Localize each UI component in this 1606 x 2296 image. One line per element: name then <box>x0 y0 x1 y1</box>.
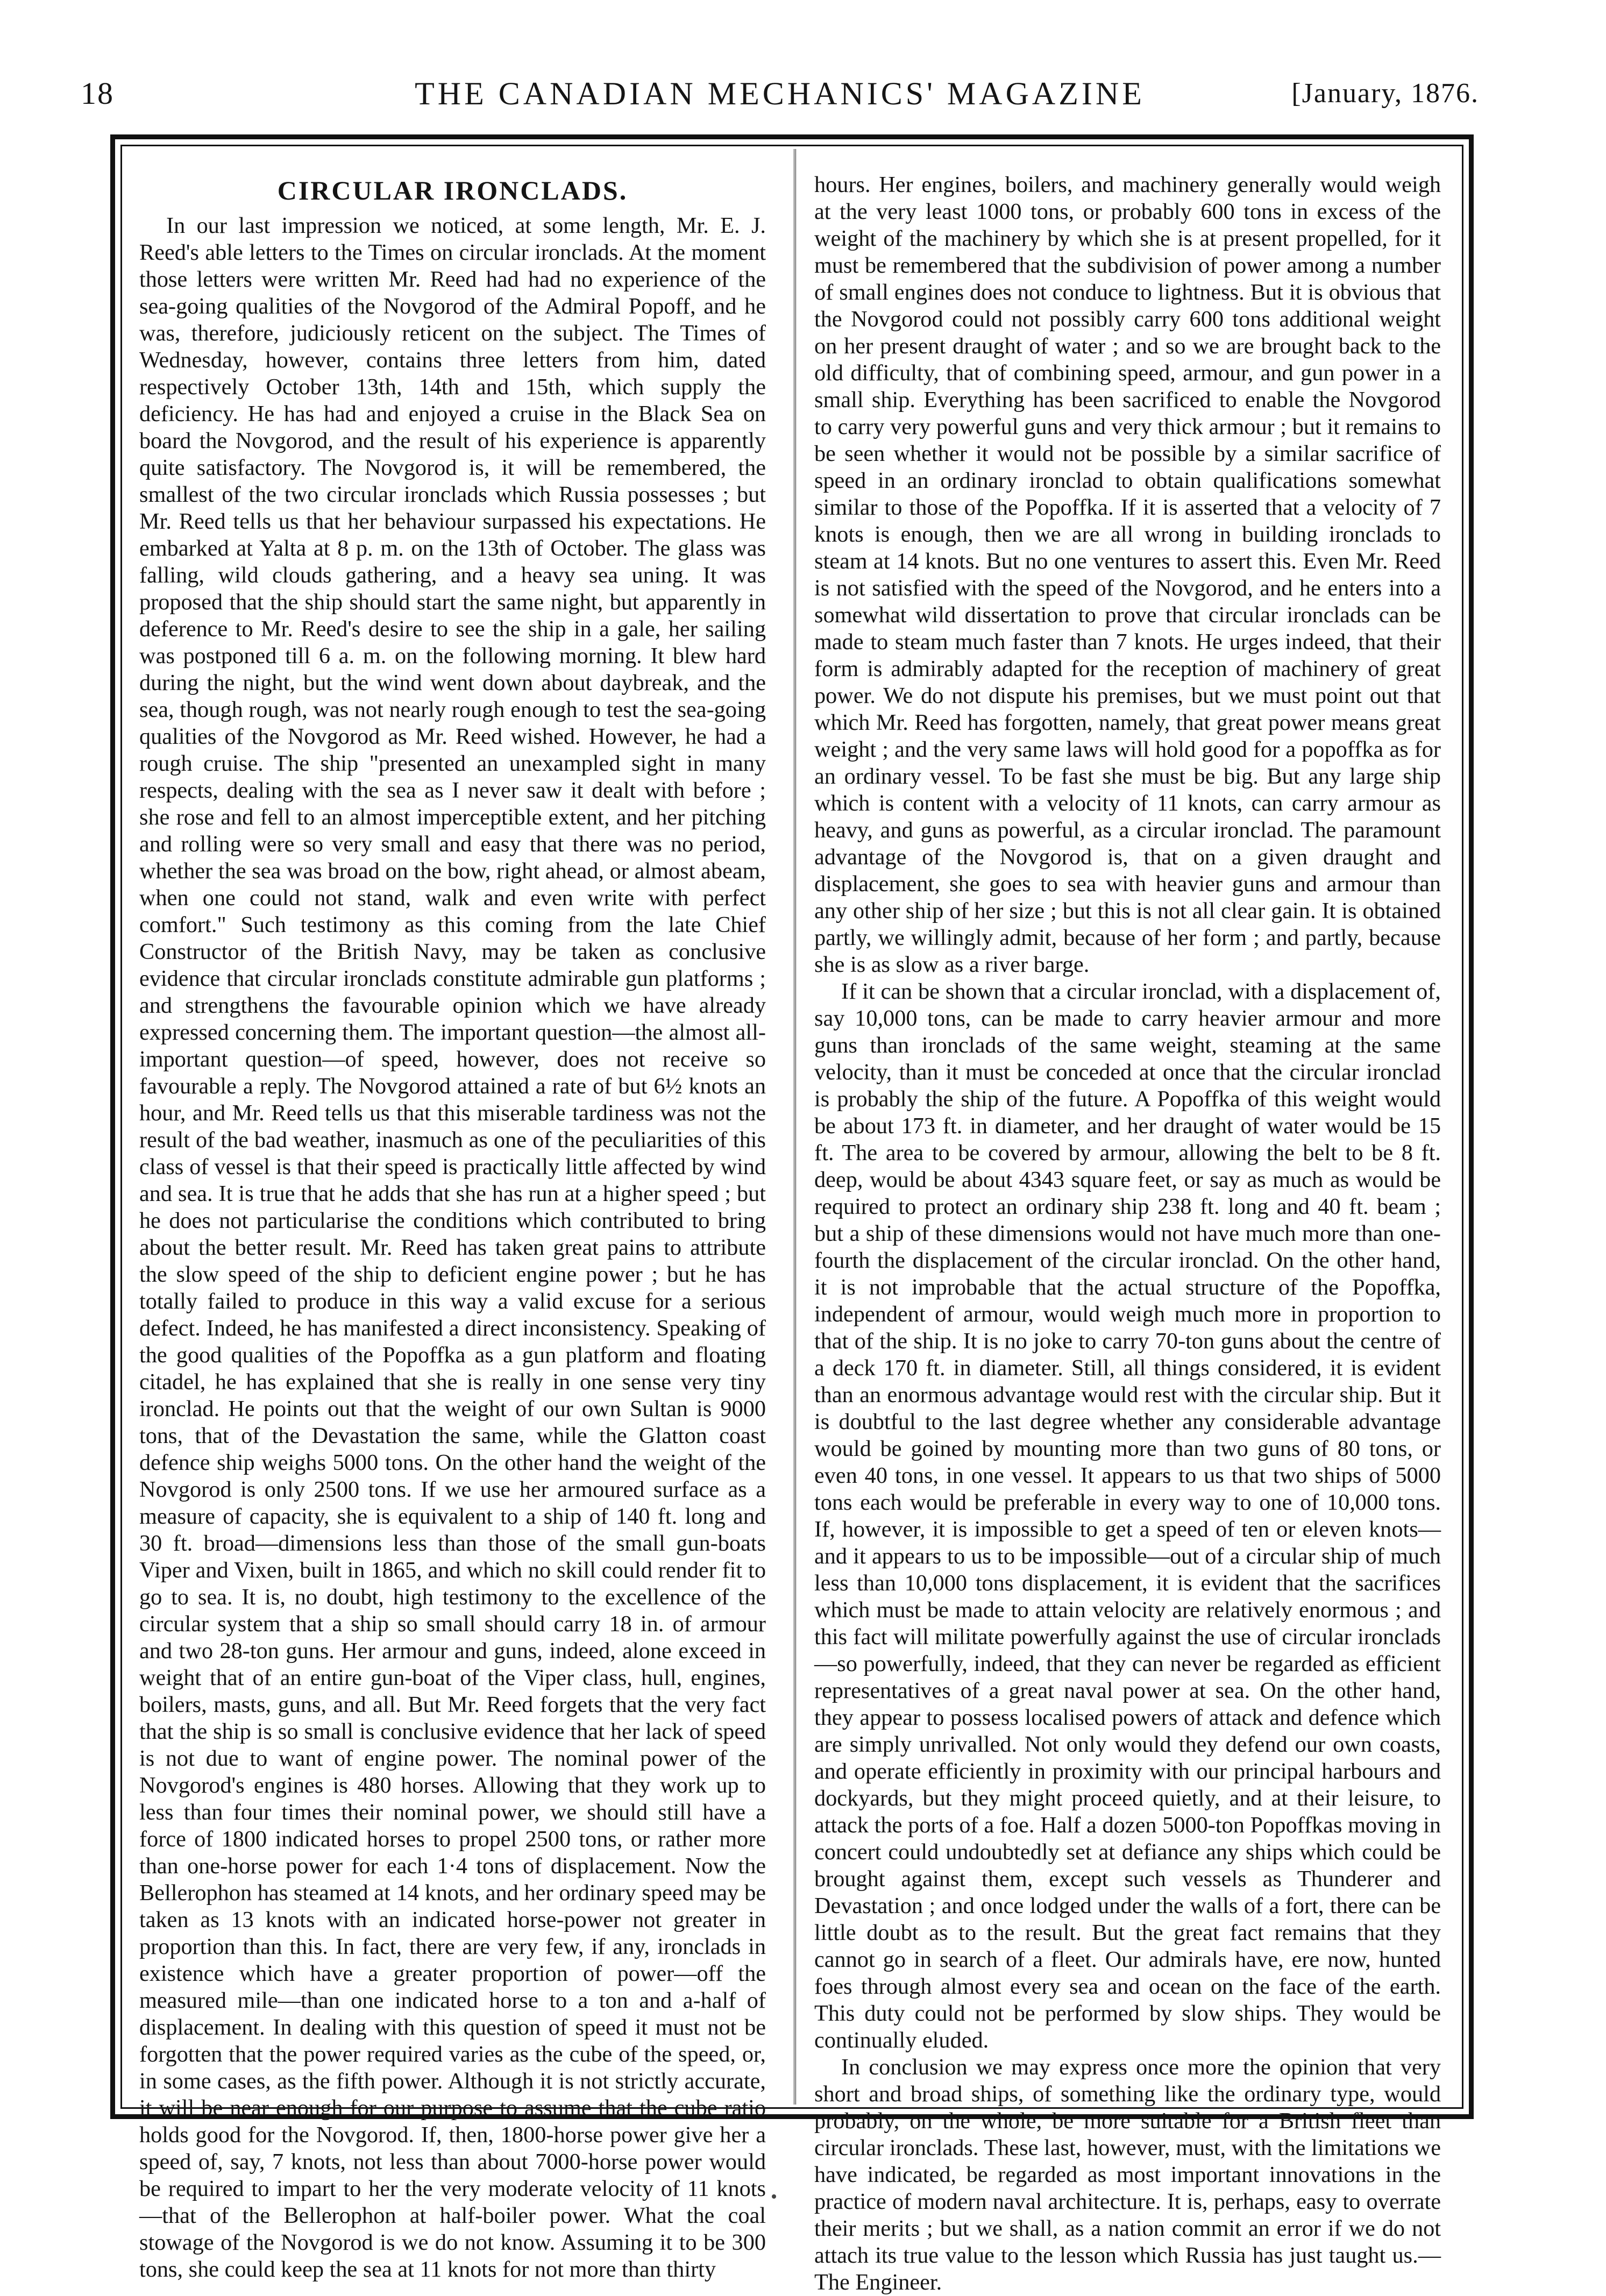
magazine-title: THE CANADIAN MECHANICS' MAGAZINE <box>415 76 1145 111</box>
issue-date: [January, 1876. <box>1291 78 1479 109</box>
left-column <box>139 172 766 2282</box>
paragraph: In conclusion we may express once more the opinion that very short and broad ships, of something like the ordinary type, would probably, on the whole, be more suitable for a British fleet than circular ironclads. These last, however, must, with the limitations we have indicated, be regarded as most important innovations in the practice of modern naval architecture. It is, perhaps, easy to overrate their merits ; but we shall, as a nation commit an error if we do not attach its true value to the lesson which Russia has just taught us.—The Engineer. <box>814 2055 1441 2295</box>
article-title: CIRCULAR IRONCLADS. <box>277 175 628 205</box>
page-number: 18 <box>81 76 114 111</box>
right-column <box>814 172 1441 2295</box>
printer-mark <box>772 2194 776 2199</box>
column-divider <box>794 149 796 2105</box>
paragraph: If it can be shown that a circular ironclad, with a displacement of, say 10,000 tons, can be made to carry heavier armour and more guns than ironclads of the same weight, steaming at the same velocity, than it must be conceded at once that the circular ironclad is probably the ship of the future. A Popoffka of this weight would be about 173 ft. in diameter, and her draught of water would be 15 ft. The area to be covered by armour, allowing the belt to be 8 ft. deep, would be about 4343 square feet, or say as much as would be required to protect an ordinary ship 238 ft. long and 40 ft. beam ; but a ship of these dimensions would not have much more than one-fourth the displacement of the circular ironclad. On the other hand, it is not improbable that the actual structure of the Popoffka, independent of armour, would weigh much more in proportion to that of the ship. It is no joke to carry 70-ton guns about the centre of a deck 170 ft. in diameter. Still, all things considered, it is evident than an enormous advantage would rest with the circular ship. But it is doubtful to the last degree whether any considerable advantage would be goined by mounting more than two guns of 80 tons, or even 40 tons, in one vessel. It appears to us that two ships of 5000 tons each would be preferable in every way to one of 10,000 tons. If, however, it is impossible to get a speed of ten or eleven knots—and it appears to us to be impossible—out of a circular ship of much less than 10,000 tons displacement, it is evident that the sacrifices which must be made to attain velocity are relatively enormous ; and this fact will militate powerfully against the use of circular ironclads—so powerfully, indeed, that they can never be regarded as efficient representatives of a great naval power at sea. On the other hand, they appear to possess localised powers of attack and defence which are simply unrivalled. Not only would they defend our own coasts, and operate efficiently in proximity with our principal harbours and dockyards, but they might proceed quietly, and at their leisure, to attack the ports of a foe. Half a dozen 5000-ton Popoffkas moving in concert could undoubtedly set at defiance any ships which could be brought against them, except such vessels as Thunderer and Devastation ; and once lodged under the walls of a fort, there can be little doubt as to the result. But the great fact remains that they cannot go in search of a fleet. Our admirals have, ere now, hunted foes through almost every sea and ocean on the face of the earth. This duty could not be performed by slow ships. They would be continually eluded. <box>814 979 1441 2053</box>
paragraph: In our last impression we noticed, at some length, Mr. E. J. Reed's able letters to the Times on circular ironclads. At the moment those letters were written Mr. Reed had had no experience of the sea-going qualities of the Novgorod of the Admiral Popoff, and he was, therefore, judiciously reticent on the subject. The Times of Wednesday, however, contains three letters from him, dated respectively October 13th, 14th and 15th, which supply the deficiency. He has had and enjoyed a cruise in the Black Sea on board the Novgorod, and the result of his experience is apparently quite satisfactory. The Novgorod is, it will be remembered, the smallest of the two circular ironclads which Russia possesses ; but Mr. Reed tells us that her behaviour surpassed his expectations. He embarked at Yalta at 8 p. m. on the 13th of October. The glass was falling, wild clouds gathering, and a heavy sea uning. It was proposed that the ship should start the same night, but apparently in deference to Mr. Reed's desire to see the ship in a gale, her sailing was postponed till 6 a. m. on the following morning. It blew hard during the night, but the wind went down about daybreak, and the sea, though rough, was not nearly rough enough to test the sea-going qualities of the Novgorod as Mr. Reed wished. However, he had a rough cruise. The ship "presented an unexampled sight in many respects, dealing with the sea as I never saw it dealt with before ; she rose and fell to an almost imperceptible extent, and her pitching and rolling were so very small and easy that there was no period, whether the sea was broad on the bow, right ahead, or almost abeam, when one could not stand, walk and even write with perfect comfort." Such testimony as this coming from the late Chief Constructor of the British Navy, may be taken as conclusive evidence that circular ironclads constitute admirable gun platforms ; and strengthens the favourable opinion which we have already expressed concerning them. The important question—the almost all-important question—of speed, however, does not receive so favourable a reply. The Novgorod attained a rate of but 6½ knots an hour, and Mr. Reed tells us that this miserable tardiness was not the result of the bad weather, inasmuch as one of the peculiarities of this class of vessel is that their speed is practically little affected by wind and sea. It is true that he adds that she has run at a higher speed ; but he does not particularise the conditions which contributed to bring about the better result. Mr. Reed has taken great pains to attribute the slow speed of the ship to deficient engine power ; but he has totally failed to produce in this way a valid excuse for a serious defect. Indeed, he has manifested a direct inconsistency. Speaking of the good qualities of the Popoffka as a gun platform and floating citadel, he has explained that she is really in one sense very tiny ironclad. He points out that the weight of our own Sultan is 9000 tons, that of the Devastation the same, while the Glatton coast defence ship weighs 5000 tons. On the other hand the weight of the Novgorod is only 2500 tons. If we use her armoured surface as a measure of capacity, she is equivalent to a ship of 140 ft. long and 30 ft. broad—dimensions less than those of the small gun-boats Viper and Vixen, built in 1865, and which no skill could render fit to go to sea. It is, no doubt, high testimony to the excellence of the circular system that a ship so small should carry 18 in. of armour and two 28-ton guns. Her armour and guns, indeed, alone exceed in weight that of an entire gun-boat of the Viper class, hull, engines, boilers, masts, guns, and all. But Mr. Reed forgets that the very fact that the ship is so small is conclusive evidence that her lack of speed is not due to want of engine power. The nominal power of the Novgorod's engines is 480 horses. Allowing that they work up to less than four times their nominal power, we should still have a force of 1800 indicated horses to propel 2500 tons, or rather more than one-horse power for each 1·4 tons of displacement. Now the Bellerophon has steamed at 14 knots, and her ordinary speed may be taken as 13 knots with an indicated horse-power not greater in proportion than this. In fact, there are very few, if any, ironclads in existence which have a greater proportion of power—off the measured mile—than one indicated horse to a ton and a-half of displacement. In dealing with this question of speed it must not be forgotten that the power required varies as the cube of the speed, or, in some cases, as the fifth power. Although it is not strictly accurate, it will be near enough for our purpose to assume that the cube ratio holds good for the Novgorod. If, then, 1800-horse power give her a speed of, say, 7 knots, not less than about 7000-horse power would be required to impart to her the very moderate velocity of 11 knots—that of the Bellerophon at half-boiler power. What the coal stowage of the Novgorod is we do not know. Assuming it to be 300 tons, she could keep the sea at 11 knots for not more than thirty <box>139 213 766 2282</box>
page-frame <box>110 134 1474 2295</box>
running-head <box>81 75 1479 124</box>
paragraph: hours. Her engines, boilers, and machinery generally would weigh at the very least 1000 tons, or probably 600 tons in excess of the weight of the machinery by which she is at present propelled, for it must be remembered that the subdivision of power among a number of small engines does not conduce to lightness. But it is obvious that the Novgorod could not possibly carry 600 tons additional weight on her present draught of water ; and so we are brought back to the old difficulty, that of combining speed, armour, and gun power in a small ship. Everything has been sacrificed to enable the Novgorod to carry very powerful guns and very thick armour ; but it remains to be seen whether it would not be possible by a similar sacrifice of speed in an ordinary ironclad to obtain qualifications somewhat similar to those of the Popoffka. If it is asserted that a velocity of 7 knots is enough, then we are all wrong in building ironclads to steam at 14 knots. But no one ventures to assert this. Even Mr. Reed is not satisfied with the speed of the Novgorod, and he enters into a somewhat wild dissertation to prove that circular ironclads can be made to steam much faster than 7 knots. He urges indeed, that their form is admirably adapted for the reception of machinery of great power. We do not dispute his premises, but we must point out that which Mr. Reed has forgotten, namely, that great power means great weight ; and the very same laws will hold good for a popoffka as for an ordinary vessel. To be fast she must be big. But any large ship which is content with a velocity of 11 knots, can carry armour as heavy, and guns as powerful, as a circular ironclad. The paramount advantage of the Novgorod is, that on a given draught and displacement, she goes to sea with heavier guns and armour than any other ship of her size ; but this is not all clear gain. It is obtained partly, we willingly admit, because of her form ; and partly, because she is as slow as a river barge. <box>814 172 1441 977</box>
